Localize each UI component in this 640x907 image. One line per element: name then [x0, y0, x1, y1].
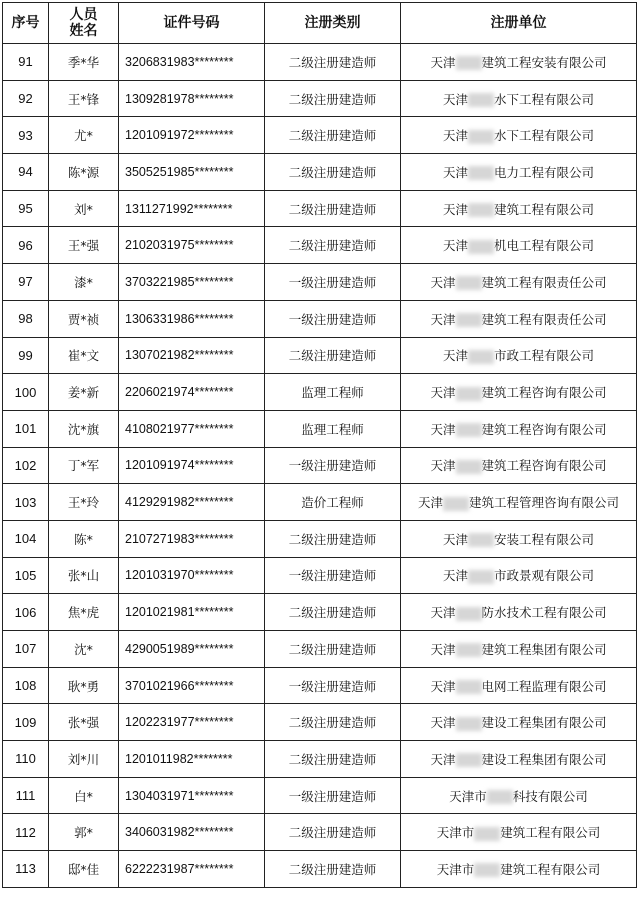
cell-unit [401, 44, 637, 81]
table-row [3, 117, 637, 154]
table-row [3, 520, 637, 557]
cell-unit [401, 667, 637, 704]
cell-name: 耿*勇 [49, 667, 119, 704]
cell-name: 王*锋 [49, 80, 119, 117]
cell-unit [401, 520, 637, 557]
cell-name: 刘* [49, 190, 119, 227]
header-id: 证件号码 [119, 3, 265, 44]
unit-prefix: 天津 [442, 348, 468, 364]
table-row [3, 227, 637, 264]
cell-seq: 98 [3, 300, 49, 337]
unit-prefix: 天津 [442, 531, 468, 547]
cell-id: 4108021977******** [119, 410, 265, 447]
unit-suffix: 建筑工程安装有限公司 [481, 54, 607, 70]
unit-suffix: 机电工程有限公司 [494, 238, 595, 254]
unit-prefix: 天津 [430, 385, 456, 401]
cell-name: 王*玲 [49, 484, 119, 521]
cell-category: 二级注册建造师 [265, 631, 401, 668]
table-row [3, 337, 637, 374]
cell-unit [401, 741, 637, 778]
cell-category: 二级注册建造师 [265, 851, 401, 888]
unit-suffix: 建筑工程集团有限公司 [481, 641, 607, 657]
cell-name: 张*山 [49, 557, 119, 594]
redaction-blur [456, 423, 482, 437]
unit-suffix: 建筑工程管理咨询有限公司 [469, 495, 620, 511]
unit-prefix: 天津 [442, 128, 468, 144]
unit-suffix: 科技有限公司 [512, 788, 588, 804]
cell-id: 2102031975******** [119, 227, 265, 264]
cell-id: 1202231977******** [119, 704, 265, 741]
cell-name: 陈*源 [49, 154, 119, 191]
redaction-blur [468, 350, 494, 364]
cell-id: 1201091974******** [119, 447, 265, 484]
cell-name: 王*强 [49, 227, 119, 264]
header-unit: 注册单位 [401, 3, 637, 44]
cell-category: 二级注册建造师 [265, 594, 401, 631]
cell-unit [401, 777, 637, 814]
unit-prefix: 天津 [417, 495, 443, 511]
unit-suffix: 水下工程有限公司 [494, 91, 595, 107]
cell-category: 二级注册建造师 [265, 154, 401, 191]
cell-unit [401, 300, 637, 337]
redaction-blur [456, 460, 482, 474]
cell-name: 陈* [49, 520, 119, 557]
cell-category: 二级注册建造师 [265, 190, 401, 227]
cell-id: 4129291982******** [119, 484, 265, 521]
cell-name: 沈* [49, 631, 119, 668]
table-row [3, 631, 637, 668]
redaction-blur [468, 570, 494, 584]
redaction-blur [456, 387, 482, 401]
cell-category: 一级注册建造师 [265, 557, 401, 594]
cell-seq: 105 [3, 557, 49, 594]
cell-category: 二级注册建造师 [265, 814, 401, 851]
redaction-blur [474, 827, 500, 841]
table-row [3, 374, 637, 411]
cell-seq: 101 [3, 410, 49, 447]
cell-name: 郭* [49, 814, 119, 851]
cell-category: 二级注册建造师 [265, 704, 401, 741]
table-row [3, 447, 637, 484]
cell-id: 1201091972******** [119, 117, 265, 154]
unit-suffix: 建筑工程有限公司 [500, 825, 601, 841]
cell-unit [401, 851, 637, 888]
cell-category: 一级注册建造师 [265, 264, 401, 301]
unit-suffix: 电网工程监理有限公司 [481, 678, 607, 694]
cell-seq: 102 [3, 447, 49, 484]
cell-id: 3206831983******** [119, 44, 265, 81]
unit-suffix: 水下工程有限公司 [494, 128, 595, 144]
unit-suffix: 防水技术工程有限公司 [481, 605, 607, 621]
cell-seq: 112 [3, 814, 49, 851]
cell-unit [401, 154, 637, 191]
cell-id: 3703221985******** [119, 264, 265, 301]
cell-seq: 99 [3, 337, 49, 374]
table-row [3, 484, 637, 521]
table-row [3, 80, 637, 117]
cell-seq: 91 [3, 44, 49, 81]
unit-suffix: 建筑工程有限公司 [500, 861, 601, 877]
table-row [3, 44, 637, 81]
cell-category: 二级注册建造师 [265, 227, 401, 264]
table-row [3, 667, 637, 704]
cell-id: 6222231987******** [119, 851, 265, 888]
cell-name: 刘*川 [49, 741, 119, 778]
unit-prefix: 天津 [430, 421, 456, 437]
cell-category: 监理工程师 [265, 410, 401, 447]
cell-seq: 104 [3, 520, 49, 557]
table-row [3, 154, 637, 191]
registration-table [2, 2, 637, 888]
unit-prefix: 天津 [442, 238, 468, 254]
cell-seq: 111 [3, 777, 49, 814]
redaction-blur [487, 790, 513, 804]
unit-prefix: 天津 [430, 458, 456, 474]
redaction-blur [468, 130, 494, 144]
cell-category: 一级注册建造师 [265, 300, 401, 337]
cell-unit [401, 117, 637, 154]
unit-prefix: 天津 [442, 568, 468, 584]
redaction-blur [468, 166, 494, 180]
cell-seq: 108 [3, 667, 49, 704]
unit-suffix: 建筑工程有限责任公司 [481, 311, 607, 327]
cell-category: 二级注册建造师 [265, 520, 401, 557]
cell-unit [401, 814, 637, 851]
unit-prefix: 天津 [430, 751, 456, 767]
table-row [3, 557, 637, 594]
table-row [3, 594, 637, 631]
cell-id: 3505251985******** [119, 154, 265, 191]
cell-name: 张*强 [49, 704, 119, 741]
cell-name: 焦*虎 [49, 594, 119, 631]
table-row [3, 704, 637, 741]
cell-seq: 100 [3, 374, 49, 411]
unit-suffix: 建筑工程有限公司 [494, 201, 595, 217]
unit-suffix: 安装工程有限公司 [494, 531, 595, 547]
unit-prefix: 天津市 [436, 861, 475, 877]
cell-seq: 96 [3, 227, 49, 264]
table-row [3, 264, 637, 301]
cell-id: 2206021974******** [119, 374, 265, 411]
cell-id: 1307021982******** [119, 337, 265, 374]
cell-id: 1201011982******** [119, 741, 265, 778]
cell-name: 贾*祯 [49, 300, 119, 337]
unit-prefix: 天津 [430, 274, 456, 290]
table-row [3, 851, 637, 888]
unit-suffix: 建筑工程咨询有限公司 [481, 421, 607, 437]
cell-unit [401, 337, 637, 374]
unit-prefix: 天津市 [449, 788, 487, 804]
redaction-blur [456, 643, 482, 657]
redaction-blur [468, 203, 494, 217]
cell-category: 一级注册建造师 [265, 667, 401, 704]
unit-prefix: 天津 [430, 605, 456, 621]
cell-id: 1311271992******** [119, 190, 265, 227]
cell-unit [401, 704, 637, 741]
unit-prefix: 天津 [430, 715, 456, 731]
cell-unit [401, 557, 637, 594]
table-row [3, 741, 637, 778]
cell-seq: 106 [3, 594, 49, 631]
table-header [3, 3, 637, 44]
unit-suffix: 建筑工程咨询有限公司 [481, 385, 607, 401]
cell-name: 邸*佳 [49, 851, 119, 888]
cell-category: 一级注册建造师 [265, 447, 401, 484]
cell-unit [401, 410, 637, 447]
redaction-blur [474, 863, 500, 877]
cell-seq: 94 [3, 154, 49, 191]
unit-suffix: 建筑工程有限责任公司 [481, 274, 607, 290]
cell-id: 1306331986******** [119, 300, 265, 337]
cell-name: 沈*旗 [49, 410, 119, 447]
cell-category: 造价工程师 [265, 484, 401, 521]
header-name [49, 3, 119, 44]
cell-seq: 97 [3, 264, 49, 301]
cell-category: 一级注册建造师 [265, 777, 401, 814]
cell-seq: 103 [3, 484, 49, 521]
unit-suffix: 电力工程有限公司 [494, 164, 595, 180]
redaction-blur [456, 607, 482, 621]
registration-table-container [2, 2, 636, 888]
header-name-line1: 人员 [69, 7, 98, 23]
cell-id: 1201031970******** [119, 557, 265, 594]
header-category: 注册类别 [265, 3, 401, 44]
cell-category: 二级注册建造师 [265, 44, 401, 81]
cell-seq: 107 [3, 631, 49, 668]
cell-unit [401, 190, 637, 227]
cell-id: 3701021966******** [119, 667, 265, 704]
cell-seq: 110 [3, 741, 49, 778]
cell-name: 丁*军 [49, 447, 119, 484]
cell-name: 崔*文 [49, 337, 119, 374]
cell-unit [401, 80, 637, 117]
cell-seq: 92 [3, 80, 49, 117]
cell-unit [401, 484, 637, 521]
redaction-blur [456, 313, 482, 327]
table-row [3, 777, 637, 814]
unit-suffix: 建设工程集团有限公司 [481, 751, 607, 767]
unit-prefix: 天津 [430, 54, 456, 70]
header-row [3, 3, 637, 44]
cell-seq: 93 [3, 117, 49, 154]
redaction-blur [456, 680, 482, 694]
unit-prefix: 天津 [430, 641, 456, 657]
cell-id: 1304031971******** [119, 777, 265, 814]
cell-category: 二级注册建造师 [265, 80, 401, 117]
cell-seq: 113 [3, 851, 49, 888]
table-row [3, 410, 637, 447]
redaction-blur [468, 240, 494, 254]
cell-id: 4290051989******** [119, 631, 265, 668]
unit-prefix: 天津 [430, 678, 456, 694]
unit-prefix: 天津 [442, 201, 468, 217]
header-seq: 序号 [3, 3, 49, 44]
redaction-blur [456, 717, 482, 731]
cell-seq: 109 [3, 704, 49, 741]
cell-unit [401, 264, 637, 301]
cell-unit [401, 594, 637, 631]
cell-id: 1309281978******** [119, 80, 265, 117]
redaction-blur [468, 93, 494, 107]
cell-unit [401, 374, 637, 411]
redaction-blur [456, 276, 482, 290]
table-body [3, 44, 637, 888]
cell-category: 二级注册建造师 [265, 337, 401, 374]
unit-suffix: 市政景观有限公司 [494, 568, 595, 584]
cell-id: 1201021981******** [119, 594, 265, 631]
cell-name: 尤* [49, 117, 119, 154]
cell-unit [401, 447, 637, 484]
unit-prefix: 天津市 [436, 825, 475, 841]
cell-id: 2107271983******** [119, 520, 265, 557]
cell-category: 二级注册建造师 [265, 117, 401, 154]
unit-prefix: 天津 [442, 164, 468, 180]
cell-category: 二级注册建造师 [265, 741, 401, 778]
redaction-blur [468, 533, 494, 547]
table-row [3, 300, 637, 337]
unit-suffix: 市政工程有限公司 [494, 348, 595, 364]
cell-unit [401, 631, 637, 668]
unit-prefix: 天津 [430, 311, 456, 327]
header-name-line2: 姓名 [69, 23, 98, 39]
cell-category: 监理工程师 [265, 374, 401, 411]
cell-name: 季*华 [49, 44, 119, 81]
cell-id: 3406031982******** [119, 814, 265, 851]
cell-seq: 95 [3, 190, 49, 227]
cell-name: 白* [49, 777, 119, 814]
unit-suffix: 建设工程集团有限公司 [481, 715, 607, 731]
redaction-blur [443, 497, 469, 511]
cell-name: 姜*新 [49, 374, 119, 411]
table-row [3, 814, 637, 851]
redaction-blur [456, 753, 482, 767]
unit-prefix: 天津 [442, 91, 468, 107]
redaction-blur [456, 56, 482, 70]
unit-suffix: 建筑工程咨询有限公司 [481, 458, 607, 474]
table-row [3, 190, 637, 227]
cell-name: 漆* [49, 264, 119, 301]
cell-unit [401, 227, 637, 264]
